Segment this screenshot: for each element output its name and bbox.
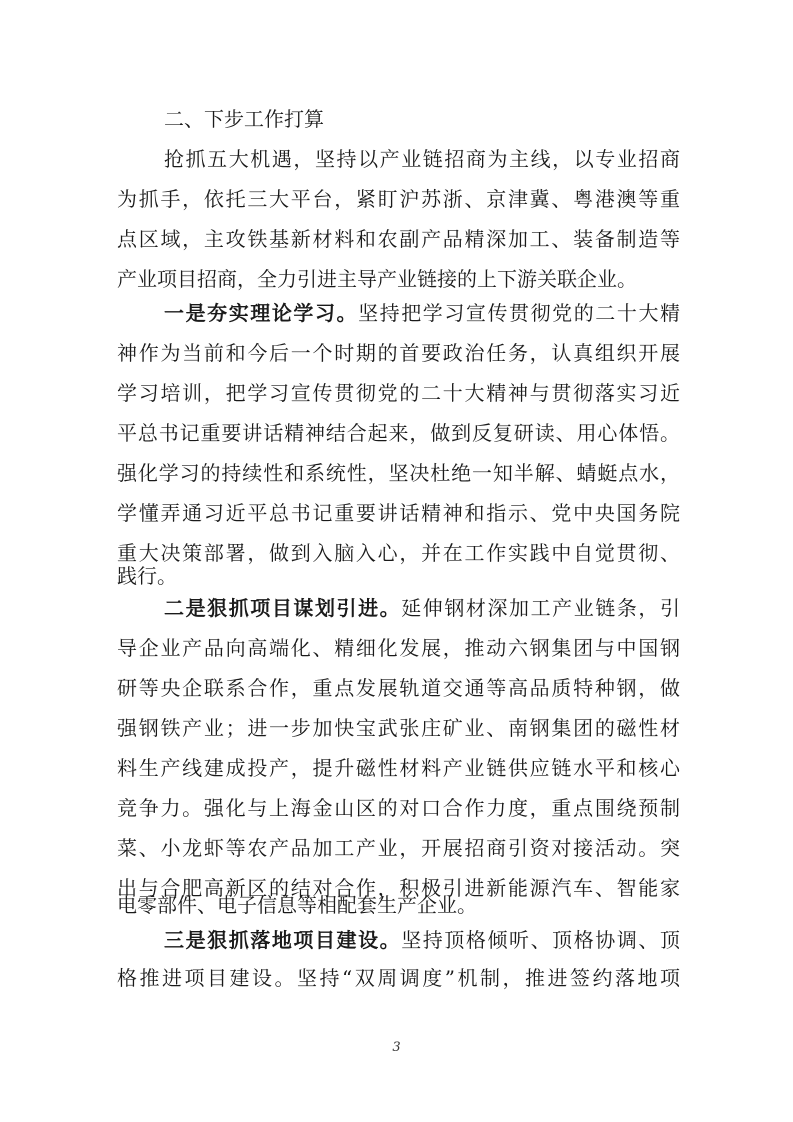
text-line: 强钢铁产业；进一步加快宝武张庄矿业、南钢集团的磁性材 [117,716,680,740]
text-line: 强化学习的持续性和系统性，坚决杜绝一知半解、蜻蜓点水， [117,461,680,485]
text-line: 格推进项目建设。坚持“双周调度”机制，推进签约落地项 [117,966,680,990]
text-line: 导企业产品向高端化、精细化发展，推动六钢集团与中国钢 [117,636,680,660]
page-number: 3 [392,1040,401,1055]
text-line: 平总书记重要讲话精神结合起来，做到反复研读、用心体悟。 [117,421,680,445]
text-span: 坚持把学习宣传贯彻党的二十大精 [358,301,681,325]
text-line: 践行。 [117,564,177,588]
text-line: 菜、小龙虾等农产品加工产业，开展招商引资对接活动。突 [117,836,680,860]
text-line: 研等央企联系合作，重点发展轨道交通等高品质特种钢，做 [117,676,680,700]
text-line: 产业项目招商，全力引进主导产业链接的上下游关联企业。 [117,267,637,291]
text-line: 点区域，主攻铁基新材料和农副产品精深加工、装备制造等 [117,227,680,251]
text-line: 竞争力。强化与上海金山区的对口合作力度，重点围绕预制 [117,796,680,820]
text-line: 重大决策部署，做到入脑入心，并在工作实践中自觉贯彻、 [117,541,680,565]
text-line: 抢抓五大机遇，坚持以产业链招商为主线，以专业招商 [164,147,680,171]
paragraph-title: 三是狠抓落地项目建设。 [164,928,402,952]
text-span: 延伸钢材深加工产业链条，引 [401,596,681,620]
paragraph-first-line [164,588,680,628]
text-line: 神作为当前和今后一个时期的首要政治任务，认真组织开展 [117,341,680,365]
text-line: 出与合肥高新区的结对合作，积极引进新能源汽车、智能家 [117,876,680,900]
section-heading: 二、下步工作打算 [164,107,324,131]
paragraph-first-line [164,293,680,333]
paragraph-title: 一是夯实理论学习。 [164,301,359,325]
text-line: 电零部件、电子信息等相配套生产企业。 [117,893,477,917]
text-line: 料生产线建成投产，提升磁性材料产业链供应链水平和核心 [117,756,680,780]
paragraph-title: 二是狠抓项目谋划引进。 [164,596,402,620]
text-line: 学习培训，把学习宣传贯彻党的二十大精神与贯彻落实习近 [117,381,680,405]
text-line: 为抓手，依托三大平台，紧盯沪苏浙、京津冀、粤港澳等重 [117,187,680,211]
text-span: 坚持顶格倾听、顶格协调、顶 [401,928,681,952]
text-line: 学懂弄通习近平总书记重要讲话精神和指示、党中央国务院 [117,501,680,525]
paragraph-first-line [164,920,680,960]
